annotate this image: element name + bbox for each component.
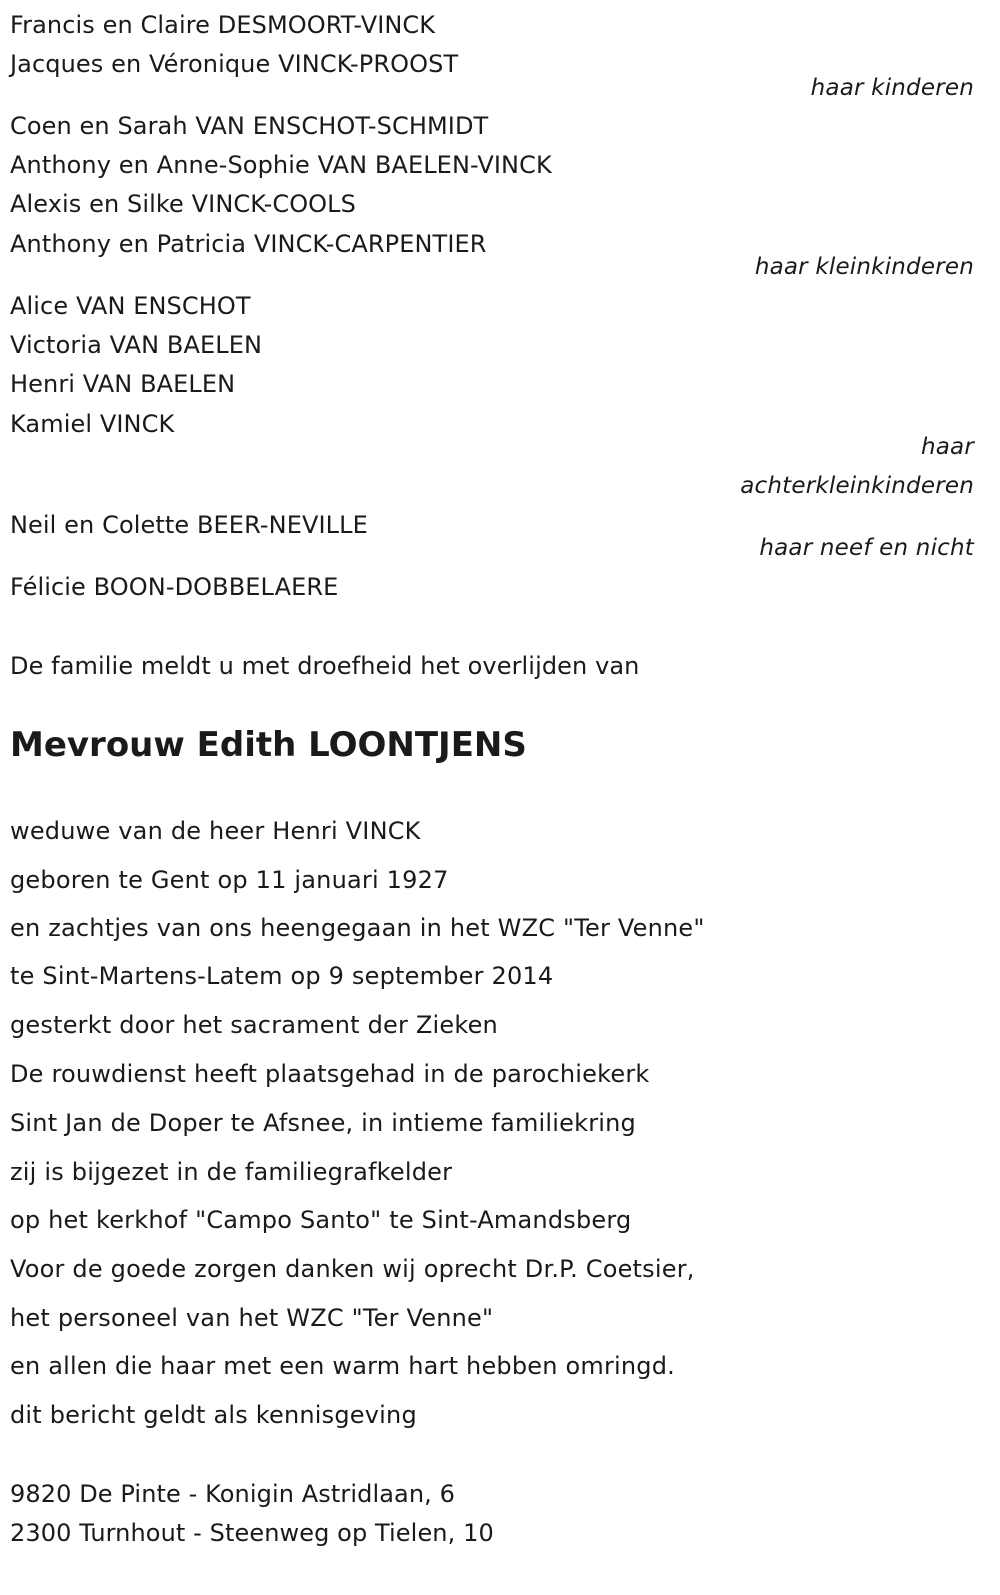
family-member-line: Félicie BOON-DOBBELAERE	[10, 573, 339, 601]
family-member-line: Alice VAN ENSCHOT	[10, 292, 251, 320]
detail-line: en allen die haar met een warm hart hebben omringd.	[10, 1352, 675, 1380]
family-member-line: Alexis en Silke VINCK-COOLS	[10, 190, 356, 218]
detail-line: De rouwdienst heeft plaatsgehad in de parochiekerk	[10, 1060, 650, 1088]
relation-label: achterkleinkinderen	[740, 473, 974, 499]
family-member-line: Anthony en Patricia VINCK-CARPENTIER	[10, 230, 487, 258]
relation-label: haar kleinkinderen	[754, 254, 974, 280]
address-line: 2300 Turnhout - Steenweg op Tielen, 10	[10, 1519, 494, 1547]
deceased-name: Mevrouw Edith LOONTJENS	[10, 725, 527, 765]
relation-label: haar kinderen	[810, 75, 974, 101]
detail-line: het personeel van het WZC "Ter Venne"	[10, 1304, 494, 1332]
relation-label: haar neef en nicht	[759, 535, 974, 561]
family-member-line: Jacques en Véronique VINCK-PROOST	[10, 50, 459, 78]
family-member-line: Francis en Claire DESMOORT-VINCK	[10, 11, 436, 39]
detail-line: weduwe van de heer Henri VINCK	[10, 817, 421, 845]
detail-line: gesterkt door het sacrament der Zieken	[10, 1011, 498, 1039]
detail-line: dit bericht geldt als kennisgeving	[10, 1401, 417, 1429]
family-member-line: Henri VAN BAELEN	[10, 370, 236, 398]
family-member-line: Anthony en Anne-Sophie VAN BAELEN-VINCK	[10, 151, 552, 179]
detail-line: geboren te Gent op 11 januari 1927	[10, 866, 449, 894]
detail-line: te Sint-Martens-Latem op 9 september 2014	[10, 962, 554, 990]
family-member-line: Victoria VAN BAELEN	[10, 331, 263, 359]
detail-line: Sint Jan de Doper te Afsnee, in intieme familiekring	[10, 1109, 636, 1137]
detail-line: en zachtjes van ons heengegaan in het WZC "Ter Venne"	[10, 914, 705, 942]
detail-line: zij is bijgezet in de familiegrafkelder	[10, 1158, 453, 1186]
family-member-line: Coen en Sarah VAN ENSCHOT-SCHMIDT	[10, 112, 489, 140]
address-line: 9820 De Pinte - Konigin Astridlaan, 6	[10, 1480, 455, 1508]
detail-line: Voor de goede zorgen danken wij oprecht Dr.P. Coetsier,	[10, 1255, 695, 1283]
family-member-line: Neil en Colette BEER-NEVILLE	[10, 511, 368, 539]
relation-label: haar	[920, 434, 974, 460]
family-member-line: Kamiel VINCK	[10, 410, 175, 438]
announcement-text: De familie meldt u met droefheid het overlijden van	[10, 652, 640, 680]
detail-line: op het kerkhof "Campo Santo" te Sint-Amandsberg	[10, 1206, 632, 1234]
